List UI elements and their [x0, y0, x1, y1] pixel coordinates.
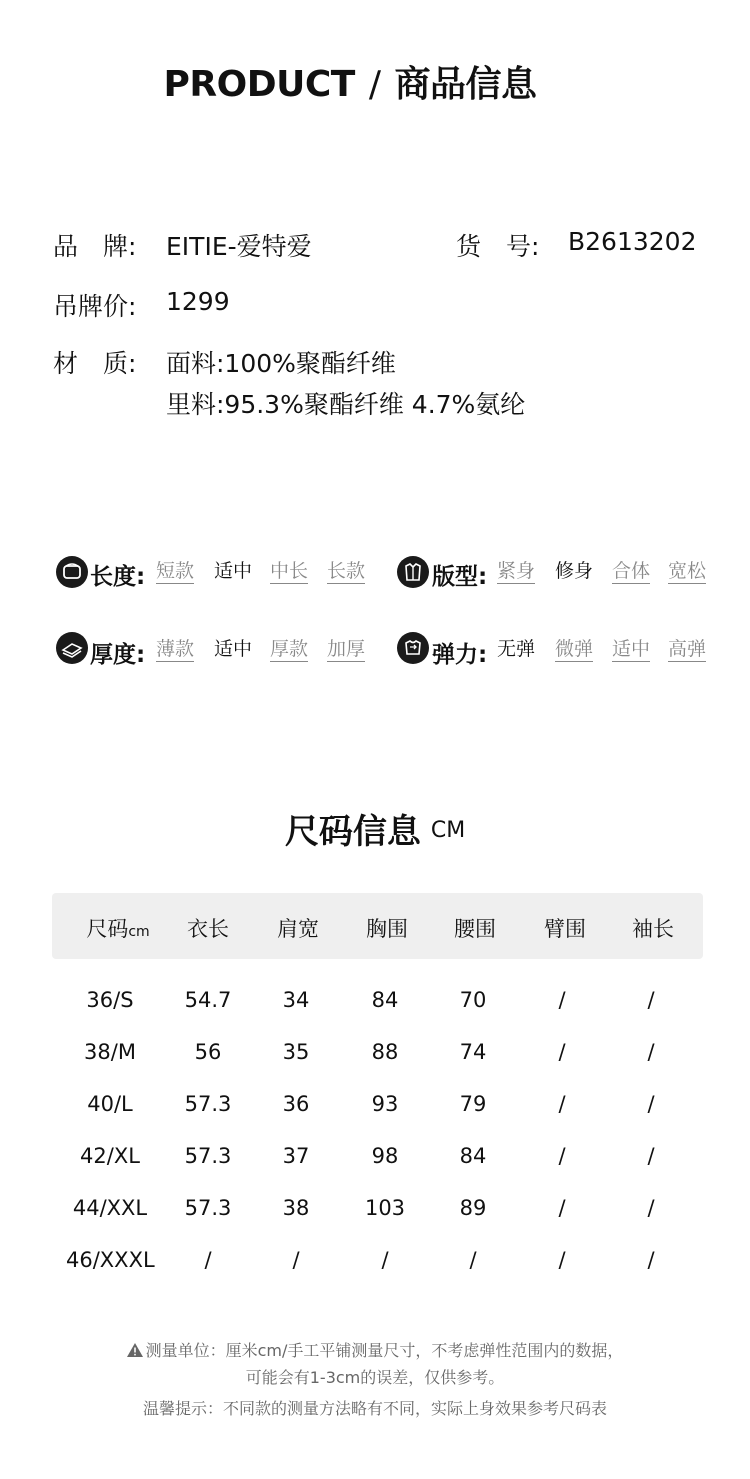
elasticity-option-slight: 微弹: [555, 638, 594, 660]
table-cell: /: [558, 1092, 566, 1116]
size-title-unit: CM: [430, 818, 466, 843]
table-cell: /: [647, 1144, 655, 1168]
table-cell: 57.3: [184, 1196, 232, 1220]
table-cell: /: [647, 1248, 655, 1272]
thickness-icon: [56, 632, 88, 664]
table-cell: /: [647, 1196, 655, 1220]
table-cell: /: [647, 988, 655, 1012]
header-size-unit: cm: [128, 924, 150, 940]
fit-label: 版型:: [432, 564, 488, 590]
elasticity-label: 弹力:: [432, 642, 488, 668]
table-cell: 35: [282, 1040, 310, 1064]
length-icon: [56, 556, 88, 588]
header-shoulder: 肩宽: [277, 917, 319, 941]
elasticity-option-medium: 适中: [612, 638, 651, 660]
elasticity-option-none: 无弹: [497, 638, 536, 660]
title-cn: 商品信息: [394, 64, 537, 105]
table-cell: 57.3: [184, 1144, 232, 1168]
material-line-2: 里料:95.3%聚酯纤维 4.7%氨纶: [166, 390, 526, 419]
header-chest: 胸围: [366, 917, 408, 941]
header-size: [74, 913, 162, 943]
sku-value: B2613202: [568, 227, 697, 256]
table-cell: 57.3: [184, 1092, 232, 1116]
table-cell-size: 46/XXXL: [66, 1248, 155, 1272]
table-cell: /: [647, 1092, 655, 1116]
table-cell: 93: [371, 1092, 399, 1116]
page-title: [0, 56, 700, 107]
fit-icon: [397, 556, 429, 588]
table-cell: 38: [282, 1196, 310, 1220]
table-cell-size: 38/M: [84, 1040, 136, 1064]
sku-label: 货 号:: [456, 232, 540, 261]
table-cell: 88: [371, 1040, 399, 1064]
table-cell: 103: [364, 1196, 406, 1220]
brand-value: EITIE-爱特爱: [166, 232, 312, 261]
price-value: 1299: [166, 287, 230, 316]
table-cell: 84: [371, 988, 399, 1012]
material-line-1: 面料:100%聚酯纤维: [166, 349, 396, 378]
table-cell: 36: [282, 1092, 310, 1116]
table-cell: /: [647, 1040, 655, 1064]
brand-label: 品 牌:: [53, 232, 137, 261]
table-cell: /: [469, 1248, 477, 1272]
table-cell-size: 40/L: [87, 1092, 133, 1116]
table-cell-size: 44/XXL: [72, 1196, 148, 1220]
table-cell: 98: [371, 1144, 399, 1168]
title-en: PRODUCT: [163, 64, 355, 105]
header-sleeve: 袖长: [632, 917, 674, 941]
thickness-label: 厚度:: [90, 642, 146, 668]
table-cell: /: [558, 1144, 566, 1168]
price-label: 吊牌价:: [53, 292, 137, 321]
note-line-1: [0, 1338, 750, 1361]
thickness-option-extra-thick: 加厚: [327, 638, 366, 660]
thickness-option-thin: 薄款: [156, 638, 195, 660]
table-cell: /: [558, 1248, 566, 1272]
material-label: 材 质:: [53, 349, 137, 378]
table-cell: 84: [459, 1144, 487, 1168]
elasticity-option-high: 高弹: [668, 638, 707, 660]
table-cell: 56: [194, 1040, 222, 1064]
size-section-title: [0, 804, 750, 853]
header-arm: 臂围: [544, 917, 586, 941]
table-cell: /: [558, 988, 566, 1012]
length-option-short: 短款: [156, 560, 195, 582]
table-cell: /: [292, 1248, 300, 1272]
header-length: 衣长: [187, 917, 229, 941]
thickness-option-thick: 厚款: [270, 638, 309, 660]
note-line-2: 可能会有1-3cm的误差，仅供参考。: [245, 1368, 505, 1387]
length-label: 长度:: [90, 564, 146, 590]
table-cell: 37: [282, 1144, 310, 1168]
table-cell: 89: [459, 1196, 487, 1220]
table-cell: 34: [282, 988, 310, 1012]
header-waist: 腰围: [454, 917, 496, 941]
table-cell: /: [558, 1040, 566, 1064]
length-option-long: 长款: [327, 560, 366, 582]
table-cell: 70: [459, 988, 487, 1012]
table-cell-size: 36/S: [86, 988, 134, 1012]
elasticity-icon: [397, 632, 429, 664]
note-line-1-text: 测量单位：厘米cm/手工平铺测量尺寸，不考虑弹性范围内的数据，: [145, 1341, 624, 1360]
table-cell-size: 42/XL: [80, 1144, 140, 1168]
fit-option-regular: 合体: [612, 560, 651, 582]
table-cell: /: [558, 1196, 566, 1220]
fit-option-loose: 宽松: [668, 560, 707, 582]
table-cell: 79: [459, 1092, 487, 1116]
thickness-option-medium: 适中: [214, 638, 253, 660]
length-option-medium: 适中: [214, 560, 253, 582]
header-size-text: 尺码: [86, 917, 129, 941]
fit-option-tight: 紧身: [497, 560, 536, 582]
note-line-3: 温馨提示：不同款的测量方法略有不同，实际上身效果参考尺码表: [142, 1399, 607, 1418]
table-cell: /: [381, 1248, 389, 1272]
warning-icon: [127, 1343, 143, 1357]
table-cell: 54.7: [184, 988, 232, 1012]
table-cell: 74: [459, 1040, 487, 1064]
size-title-text: 尺码信息: [284, 812, 421, 852]
length-option-mid-long: 中长: [270, 560, 309, 582]
fit-option-slim: 修身: [555, 560, 594, 582]
table-cell: /: [204, 1248, 212, 1272]
title-slash: /: [368, 64, 381, 105]
